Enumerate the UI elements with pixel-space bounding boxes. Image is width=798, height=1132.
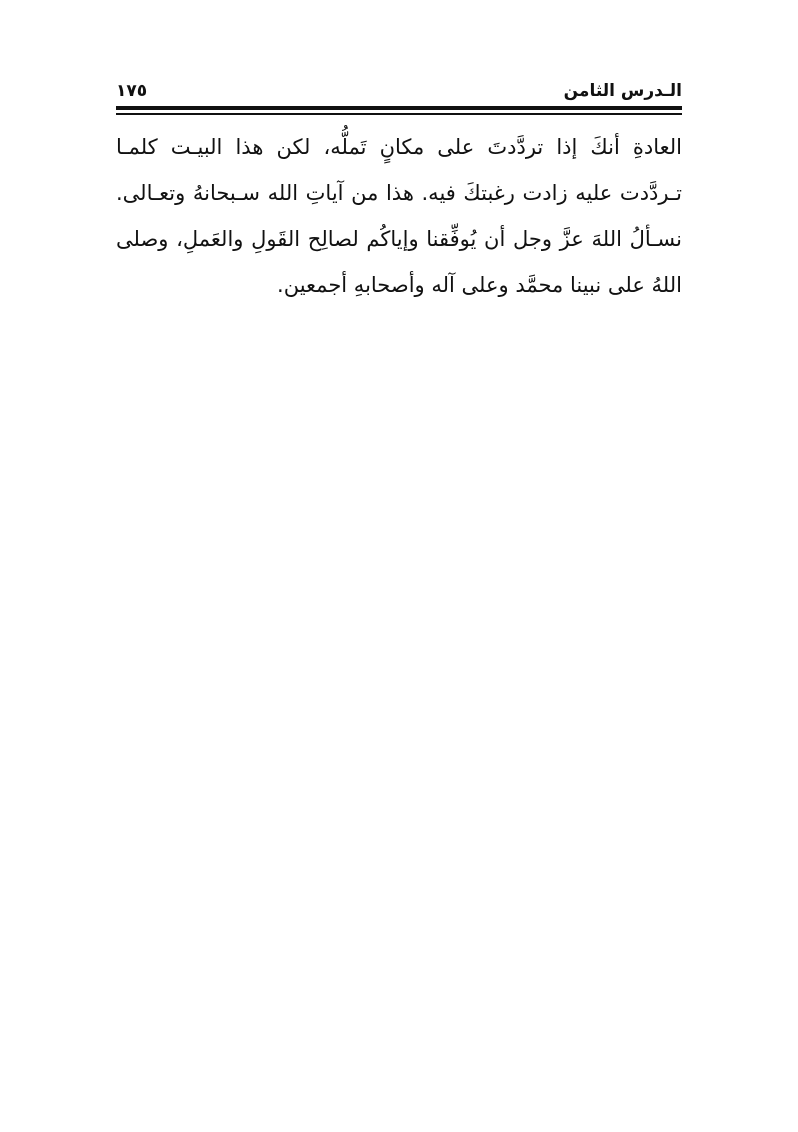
header-rule-thick xyxy=(116,106,682,110)
body-paragraph: العادةِ أنكَ إذا تردَّدتَ على مكانٍ تَملُّه، لكن هذا البيـت كلمـا تـردَّدت عليه زادت رغبتكَ فيه. هذا من آياتِ الله سـبحانهُ وتعـالى. نسـألُ اللهَ عزَّ وجل أن يُوفِّقنا وإياكُم لصالِح القَولِ والعَملِ، وصلى اللهُ على نبينا محمَّد وعلى آله وأصحابهِ أجمعين. xyxy=(116,135,682,297)
page-number: ١٧٥ xyxy=(116,81,148,101)
page-header xyxy=(116,78,682,104)
chapter-title: الـدرس الثامن xyxy=(563,81,682,101)
header-rule-thin xyxy=(116,113,682,115)
